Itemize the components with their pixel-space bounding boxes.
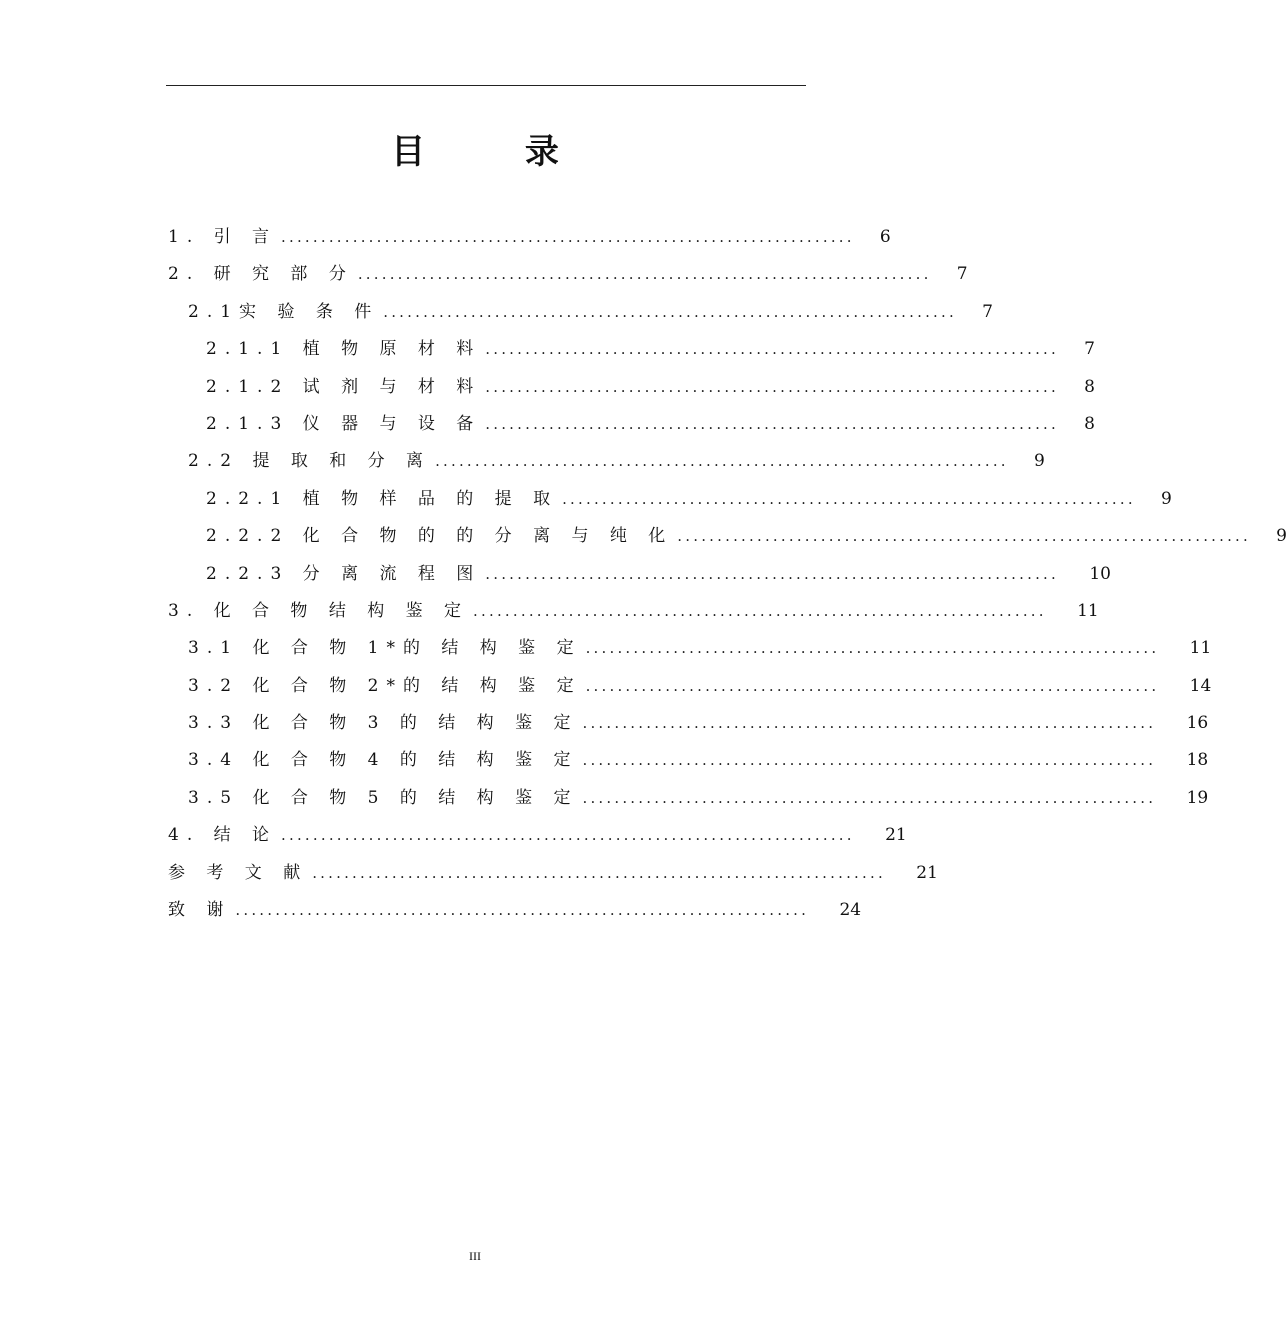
toc-entry-page: 11	[1077, 600, 1099, 621]
toc-entry[interactable]	[168, 745, 1209, 782]
toc-entry-label: 4. 结 论	[168, 825, 278, 846]
toc-entry-label: 2.1实 验 条 件	[188, 301, 380, 322]
toc-entry[interactable]	[168, 895, 862, 932]
toc-leader-dots: ........................................................................	[677, 527, 1251, 546]
toc-entry-label: 2.1.3 仪 器 与 设 备	[206, 413, 482, 434]
toc-entry-label: 3.3 化 合 物 3 的 结 构 鉴 定	[188, 713, 579, 734]
toc-leader-dots: ........................................................................	[582, 751, 1157, 770]
toc-entry[interactable]	[168, 708, 1209, 745]
toc-leader-dots: ........................................................................	[435, 452, 1009, 471]
toc-leader-dots: ........................................................................	[485, 414, 1059, 433]
toc-leader-dots: ........................................................................	[383, 302, 957, 321]
toc-entry[interactable]	[168, 521, 1287, 558]
toc-entry[interactable]	[168, 297, 993, 334]
toc-entry[interactable]	[168, 446, 1045, 483]
toc-entry-page: 19	[1186, 787, 1209, 808]
toc-entry[interactable]	[168, 259, 968, 296]
toc-entry-label: 2.2 提 取 和 分 离	[188, 451, 432, 472]
toc-leader-dots: ........................................................................	[562, 489, 1136, 508]
toc-entry-label: 3.2 化 合 物 2*的 结 构 鉴 定	[188, 675, 582, 696]
toc-entry[interactable]	[168, 858, 938, 895]
toc-entry-page: 18	[1186, 750, 1209, 771]
toc-entry-label: 1. 引 言	[168, 227, 278, 247]
toc-leader-dots: ........................................................................	[357, 265, 932, 284]
toc-entry[interactable]	[168, 222, 891, 259]
toc-entry-label: 3.5 化 合 物 5 的 结 构 鉴 定	[188, 787, 579, 808]
toc-entry-page: 7	[982, 301, 993, 322]
toc-entry[interactable]	[168, 596, 1099, 633]
toc-entry[interactable]	[168, 409, 1095, 446]
toc-entry[interactable]	[168, 372, 1095, 409]
toc-entry-page: 7	[1084, 339, 1095, 360]
toc-entry-page: 9	[1160, 488, 1172, 509]
toc-entry[interactable]	[168, 633, 1212, 670]
table-of-contents	[168, 222, 1287, 932]
toc-leader-dots: ........................................................................	[582, 788, 1157, 807]
toc-entry-label: 3.1 化 合 物 1*的 结 构 鉴 定	[188, 638, 582, 659]
toc-entry-label: 3.4 化 合 物 4 的 结 构 鉴 定	[188, 750, 579, 771]
toc-entry-label: 2.2.3 分 离 流 程 图	[206, 563, 482, 584]
toc-entry[interactable]	[168, 671, 1212, 708]
toc-entry-label: 3. 化 合 物 结 构 鉴 定	[168, 600, 470, 621]
toc-entry[interactable]	[168, 783, 1209, 820]
toc-leader-dots: ........................................................................	[485, 377, 1059, 396]
toc-leader-dots: ........................................................................	[312, 863, 886, 882]
toc-leader-dots: ........................................................................	[485, 340, 1059, 359]
page-title: 目 录	[391, 132, 603, 172]
toc-entry-label: 2. 研 究 部 分	[168, 264, 354, 285]
toc-entry-page: 16	[1186, 713, 1209, 734]
header-rule	[166, 85, 806, 86]
toc-entry-page: 21	[916, 862, 938, 883]
toc-entry-page: 10	[1089, 563, 1111, 584]
toc-entry[interactable]	[168, 484, 1172, 521]
toc-entry-page: 6	[879, 227, 891, 247]
toc-leader-dots: ........................................................................	[281, 826, 855, 845]
toc-entry[interactable]	[168, 559, 1111, 596]
toc-entry-label: 参 考 文 献	[168, 862, 309, 883]
toc-entry-label: 2.1.2 试 剂 与 材 料	[206, 376, 482, 397]
toc-entry-page: 14	[1189, 675, 1212, 696]
toc-entry-label: 2.2.2 化 合 物 的 的 分 离 与 纯 化	[206, 526, 674, 547]
toc-leader-dots: ........................................................................	[281, 228, 855, 246]
toc-entry-page: 9	[1276, 526, 1287, 547]
page-number: III	[469, 1249, 481, 1263]
toc-entry-page: 8	[1084, 376, 1095, 397]
toc-leader-dots: ........................................................................	[582, 714, 1157, 733]
toc-leader-dots: ........................................................................	[473, 601, 1047, 620]
toc-entry-page: 8	[1084, 413, 1095, 434]
toc-leader-dots: ........................................................................	[485, 564, 1059, 583]
toc-entry-page: 11	[1189, 638, 1212, 659]
toc-entry-label: 2.1.1 植 物 原 材 料	[206, 339, 482, 360]
toc-entry[interactable]	[168, 334, 1095, 371]
toc-entry-page: 21	[885, 825, 907, 846]
toc-entry-label: 致 谢	[168, 900, 232, 921]
toc-entry[interactable]	[168, 820, 907, 857]
toc-entry-page: 9	[1033, 451, 1045, 472]
toc-leader-dots: ........................................................................	[235, 901, 810, 920]
toc-leader-dots: ........................................................................	[585, 676, 1160, 695]
toc-entry-label: 2.2.1 植 物 样 品 的 提 取	[206, 488, 559, 509]
toc-entry-page: 24	[839, 900, 862, 921]
toc-leader-dots: ........................................................................	[585, 639, 1160, 658]
toc-entry-page: 7	[956, 264, 968, 285]
